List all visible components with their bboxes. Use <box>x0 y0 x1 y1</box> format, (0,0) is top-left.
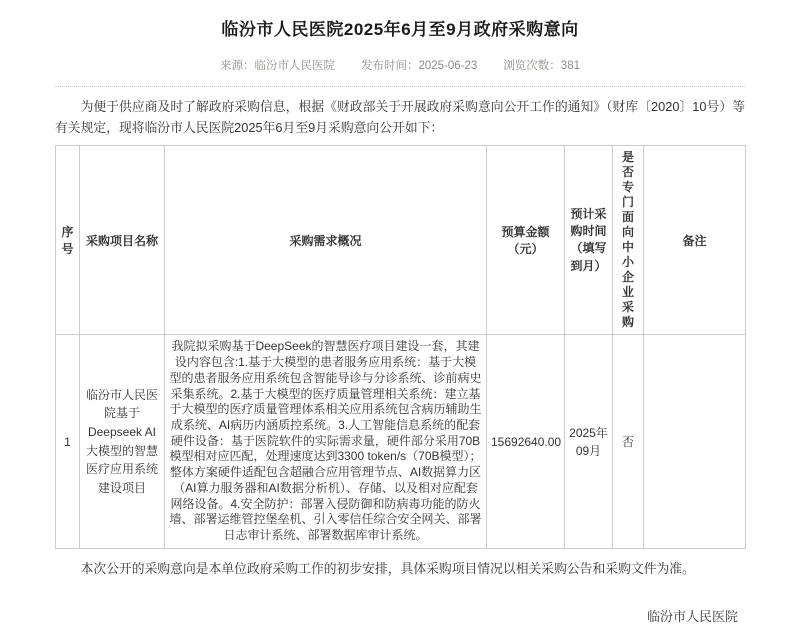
table-header-row <box>56 146 746 335</box>
meta-source: 来源：临汾市人民医院 <box>219 60 335 72</box>
col-header-requirement: 采购需求概况 <box>165 146 487 335</box>
col-header-sme-targeted: 是否专门面向中小企业采购 <box>613 146 644 335</box>
meta-divider <box>55 86 745 87</box>
col-header-budget: 预算金额（元） <box>487 146 565 335</box>
col-header-project-name: 采购项目名称 <box>80 146 165 335</box>
cell-requirement: 我院拟采购基于DeepSeek的智慧医疗项目建设一套，其建设内容包含:1.基于大模型的患者服务应用系统：基于大模型的患者服务应用系统包含智能导诊与分诊系统、诊前病史采集系统。2.基于大模型的医疗质量管理相关系统：建立基于大模型的医疗质量管理体系相关应用系统包含病历辅助生成系统、AI病历内涵质控系统。3.人工智能信息系统的配套硬件设备：基于医院软件的实际需求量，硬件部分采用70B模型相对应匹配，处理速度达到3300 token/s（70B模型）；整体方案硬件适配包含超融合应用管理节点、AI数据算力区（AI算力服务器和AI数据分析机）、存储、以及相对应配套网络设备。4.安全防护：部署入侵防御和防病毒功能的防火墙、部署运维管控堡垒机、引入零信任综合安全网关、部署日志审计系统、部署数据库审计系统。 <box>165 335 487 548</box>
cell-seq: 1 <box>56 335 80 548</box>
signature: 临汾市人民医院 <box>646 608 738 624</box>
cell-budget: 15692640.00 <box>487 335 565 548</box>
article-meta <box>0 57 800 73</box>
table-row <box>56 335 746 548</box>
cell-project-name: 临汾市人民医院基于Deepseek AI大模型的智慧医疗应用系统建设项目 <box>80 335 165 548</box>
cell-sme-targeted: 否 <box>613 335 644 548</box>
cell-remark <box>644 335 746 548</box>
col-header-remark: 备注 <box>644 146 746 335</box>
footer-note: 本次公开的采购意向是本单位政府采购工作的初步安排，具体采购项目情况以相关采购公告和采购文件为准。 <box>80 560 695 576</box>
meta-view-count: 浏览次数：381 <box>503 60 580 72</box>
intro-paragraph: 为便于供应商及时了解政府采购信息，根据《财政部关于开展政府采购意向公开工作的通知》（财库〔2020〕10号）等有关规定，现将临汾市人民医院2025年6月至9月采购意向公开如下： <box>55 99 745 135</box>
col-header-purchase-time: 预计采购时间（填写到月） <box>565 146 613 335</box>
article-page <box>0 15 800 624</box>
cell-purchase-time: 2025年09月 <box>565 335 613 548</box>
procurement-intent-table <box>55 145 746 548</box>
page-title: 临汾市人民医院2025年6月至9月政府采购意向 <box>221 20 579 39</box>
meta-publish-time: 发布时间：2025-06-23 <box>360 60 478 72</box>
col-header-seq: 序号 <box>56 146 80 335</box>
